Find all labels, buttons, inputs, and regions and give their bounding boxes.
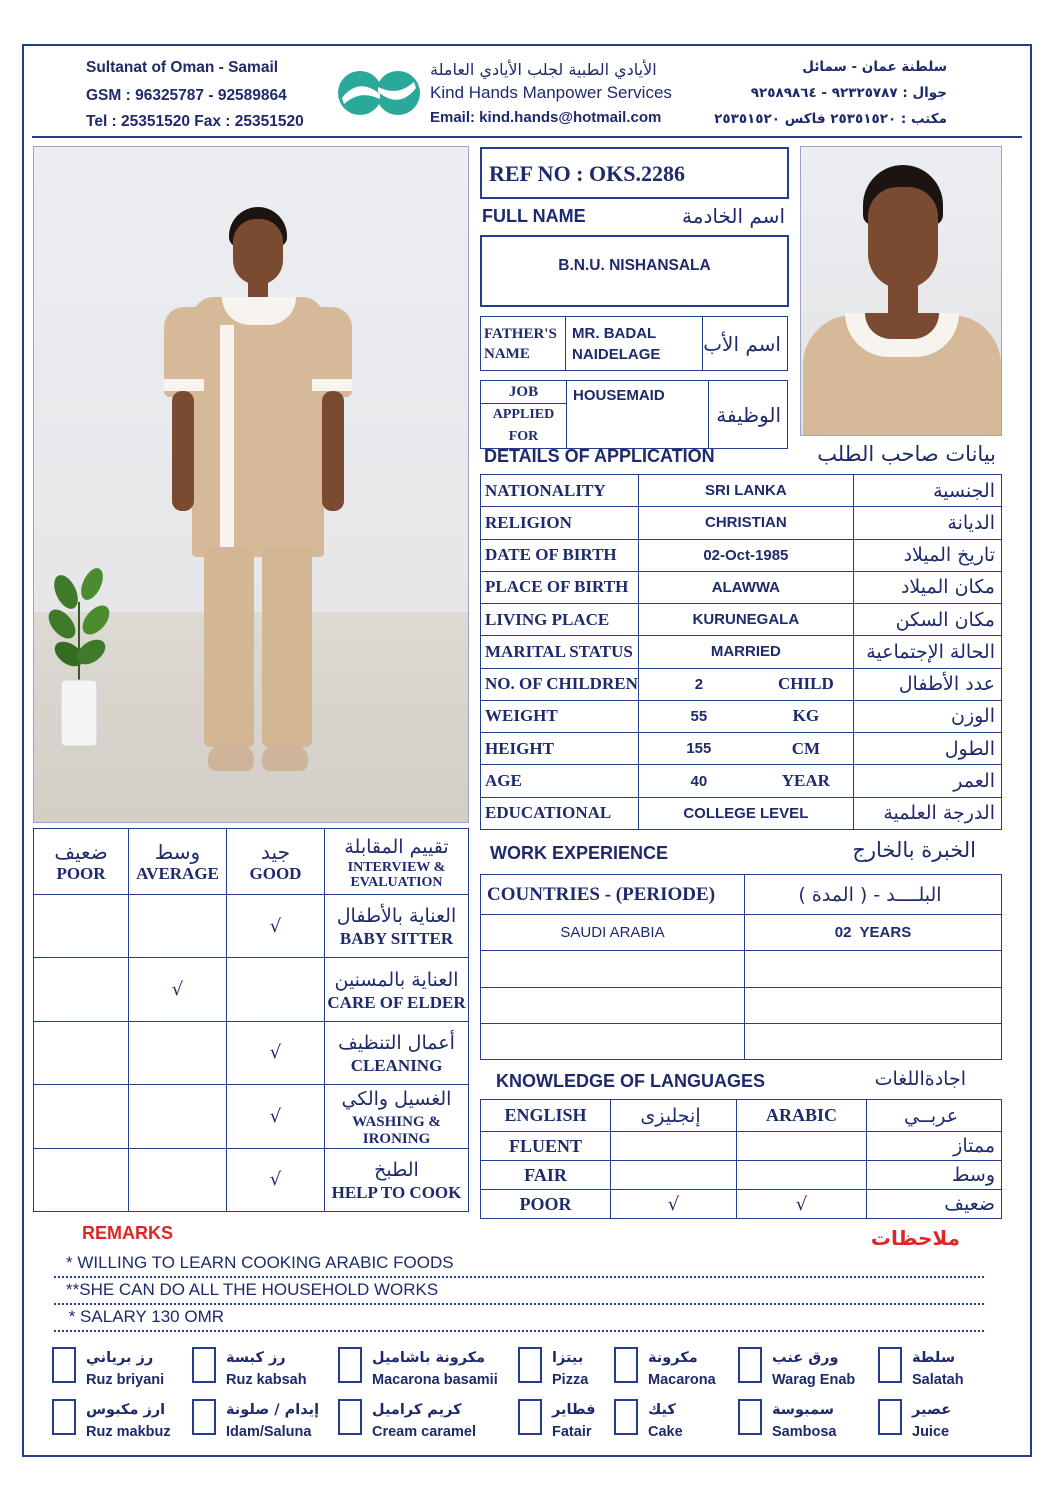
food-checkbox[interactable]	[192, 1399, 216, 1435]
details-label: LIVING PLACE	[481, 604, 639, 636]
food-name-ar: عصير	[912, 1402, 952, 1418]
details-label: MARITAL STATUS	[481, 636, 639, 668]
food-name-en: Idam/Saluna	[226, 1424, 312, 1440]
details-value-cell	[638, 668, 853, 700]
food-name-en: Fatair	[552, 1424, 592, 1440]
details-row	[481, 765, 1002, 797]
details-label-ar: تاريخ الميلاد	[853, 539, 1001, 571]
food-option[interactable]	[614, 1399, 683, 1443]
check-mark: √	[269, 1105, 282, 1127]
average-cell	[129, 895, 227, 958]
evaluation-header-en-2: EVALUATION	[350, 874, 443, 890]
check-mark: √	[795, 1193, 808, 1215]
details-label-ar: العمر	[853, 765, 1001, 797]
plant-image	[44, 562, 114, 752]
food-option[interactable]	[192, 1399, 319, 1443]
work-country	[481, 1023, 745, 1059]
good-header	[227, 829, 325, 895]
food-label	[372, 1399, 476, 1443]
language-row	[481, 1132, 1002, 1161]
average-cell	[129, 1085, 227, 1148]
language-row	[481, 1190, 1002, 1219]
header-contact-en	[86, 56, 304, 134]
evaluation-skill	[325, 958, 469, 1021]
details-value: CHRISTIAN	[638, 507, 853, 539]
details-table	[480, 474, 1002, 830]
food-name-ar: ورق عنب	[772, 1350, 839, 1366]
level-label: FAIR	[481, 1161, 611, 1190]
details-label-ar: الطول	[853, 733, 1001, 765]
details-title: DETAILS OF APPLICATION	[484, 446, 715, 466]
food-checkbox[interactable]	[52, 1347, 76, 1383]
skill-en-2: IRONING	[362, 1130, 431, 1147]
remark-text-3: * SALARY 130 OMR	[64, 1307, 225, 1326]
portrait-face	[868, 187, 938, 289]
skill-en: BABY SITTER	[339, 929, 454, 949]
food-checkbox[interactable]	[614, 1399, 638, 1435]
food-option[interactable]	[192, 1347, 307, 1391]
remarks-label-ar: ملاحظات	[870, 1226, 960, 1250]
details-label-ar: الدرجة العلمية	[853, 797, 1001, 829]
arabic-header: ARABIC	[737, 1100, 867, 1132]
food-name-en: Pizza	[552, 1372, 589, 1388]
skill-en: WASHING &	[352, 1113, 441, 1130]
work-row	[481, 987, 1002, 1023]
work-period	[745, 987, 1002, 1023]
remark-line	[54, 1279, 984, 1306]
good-cell	[227, 1148, 325, 1211]
skill-ar: أعمال التنظيف	[338, 1031, 455, 1054]
countries-header-ar: البلــــد - ( المدة )	[745, 875, 1002, 915]
level-label-ar: ضعيف	[867, 1190, 1002, 1219]
details-value-cell	[638, 700, 853, 732]
check-mark: √	[269, 1169, 282, 1191]
details-label: HEIGHT	[481, 733, 639, 765]
poor-header-en: POOR	[56, 863, 106, 883]
company-name-ar: الأيادي الطبية لجلب الأيادي العاملة	[430, 60, 657, 79]
poor-cell	[34, 1021, 129, 1084]
portrait-photo	[800, 146, 1002, 436]
tunic	[192, 297, 324, 557]
details-row	[481, 571, 1002, 603]
details-value: 02-Oct-1985	[638, 539, 853, 571]
level-label-ar: ممتاز	[867, 1132, 1002, 1161]
check-mark: √	[269, 1042, 282, 1064]
poor-cell	[34, 1085, 129, 1148]
ref-no: REF NO : OKS.2286	[489, 161, 685, 186]
average-cell	[129, 958, 227, 1021]
evaluation-row	[34, 958, 469, 1021]
food-option[interactable]	[738, 1399, 836, 1443]
right-arm	[322, 391, 344, 511]
average-header	[129, 829, 227, 895]
food-name-en: Ruz makbuz	[86, 1424, 171, 1440]
food-label	[86, 1399, 171, 1443]
work-experience-title: WORK EXPERIENCE	[490, 843, 669, 863]
food-label	[552, 1347, 588, 1391]
details-label-ar: الوزن	[853, 700, 1001, 732]
food-name-ar: مكرونة باشاميل	[372, 1350, 486, 1366]
company-email: Email: kind.hands@hotmail.com	[430, 109, 662, 126]
food-name-en: Cream caramel	[372, 1424, 476, 1440]
food-label	[648, 1399, 683, 1443]
arabic-level-cell	[737, 1132, 867, 1161]
food-label	[772, 1347, 855, 1391]
check-mark: √	[171, 979, 184, 1001]
job-label-ar: الوظيفة	[709, 381, 788, 449]
food-checkbox[interactable]	[614, 1347, 638, 1383]
right-shoe	[262, 745, 308, 771]
countries-header	[481, 875, 745, 915]
details-label: PLACE OF BIRTH	[481, 571, 639, 603]
food-options	[52, 1347, 1002, 1447]
food-option[interactable]	[338, 1399, 476, 1443]
details-row	[481, 507, 1002, 539]
father-label-ar: اسم الأب	[703, 317, 788, 371]
food-checkbox[interactable]	[518, 1347, 542, 1383]
food-checkbox[interactable]	[192, 1347, 216, 1383]
food-option[interactable]	[518, 1399, 596, 1443]
header-company	[430, 60, 720, 126]
job-label-cell	[481, 381, 567, 449]
check-mark: √	[269, 915, 282, 937]
full-body-photo	[33, 146, 469, 823]
food-checkbox[interactable]	[518, 1399, 542, 1435]
remark-text-1: * WILLING TO LEARN COOKING ARABIC FOODS	[66, 1253, 454, 1272]
left-arm	[172, 391, 194, 511]
good-cell	[227, 895, 325, 958]
level-label: FLUENT	[481, 1132, 611, 1161]
food-label	[772, 1399, 836, 1443]
average-cell	[129, 1148, 227, 1211]
food-name-ar: بيتزا	[552, 1350, 584, 1366]
details-unit: CM	[791, 738, 821, 758]
skill-en: HELP TO COOK	[331, 1182, 462, 1202]
poor-cell	[34, 1148, 129, 1211]
poor-cell	[34, 895, 129, 958]
average-cell	[129, 1021, 227, 1084]
food-name-ar: كيك	[648, 1402, 676, 1418]
details-row	[481, 797, 1002, 829]
food-name-ar: ارز مكبوس	[86, 1402, 166, 1418]
check-mark: √	[667, 1193, 680, 1215]
front-trim	[220, 325, 234, 557]
details-value: ALAWWA	[638, 571, 853, 603]
work-row	[481, 951, 1002, 987]
father-value-cell	[566, 317, 703, 371]
food-option[interactable]	[878, 1399, 951, 1443]
company-name-en: Kind Hands Manpower Services	[430, 83, 672, 102]
level-label-ar: وسط	[867, 1161, 1002, 1190]
details-label-ar: مكان الميلاد	[853, 571, 1001, 603]
details-label-ar: الديانة	[853, 507, 1001, 539]
work-period	[745, 1023, 1002, 1059]
details-value-cell	[638, 765, 853, 797]
details-value-wrap	[639, 701, 853, 732]
details-label-ar: عدد الأطفال	[853, 668, 1001, 700]
average-header-ar: وسط	[154, 839, 201, 864]
evaluation-header-en-1: INTERVIEW &	[347, 859, 446, 875]
skill-ar: الطبخ	[374, 1158, 419, 1181]
food-name-en: Macarona	[648, 1372, 716, 1388]
evaluation-row	[34, 1085, 469, 1148]
work-experience-table	[480, 874, 1002, 1060]
details-value: KURUNEGALA	[638, 604, 853, 636]
face	[233, 219, 283, 285]
remark-line	[54, 1306, 984, 1333]
food-name-ar: سلطة	[912, 1350, 956, 1366]
details-unit: CHILD	[777, 674, 834, 694]
father-label-1: FATHER'S	[484, 325, 557, 342]
evaluation-skill	[325, 895, 469, 958]
english-level-cell	[611, 1190, 737, 1219]
good-header-en: GOOD	[249, 863, 302, 883]
details-value-wrap	[639, 733, 853, 764]
full-name-box	[480, 235, 789, 307]
work-country: SAUDI ARABIA	[481, 915, 745, 951]
details-label: DATE OF BIRTH	[481, 539, 639, 571]
food-name-en: Sambosa	[772, 1424, 837, 1440]
arabic-level-cell	[737, 1190, 867, 1219]
evaluation-table	[33, 828, 469, 1212]
food-checkbox[interactable]	[878, 1347, 902, 1383]
ref-no-box	[480, 147, 789, 199]
food-label	[226, 1399, 319, 1443]
food-name-ar: فطاير	[552, 1402, 596, 1418]
job-value-cell	[567, 381, 709, 449]
countries-header-en: COUNTRIES - (PERIODE)	[487, 883, 716, 905]
food-name-en: Ruz kabsah	[226, 1372, 307, 1388]
details-label-ar: الجنسية	[853, 475, 1001, 507]
evaluation-header	[325, 829, 469, 895]
remark-rule	[54, 1276, 984, 1278]
details-row	[481, 636, 1002, 668]
evaluation-skill	[325, 1085, 469, 1148]
details-unit: KG	[792, 706, 820, 726]
details-value: SRI LANKA	[638, 475, 853, 507]
skill-ar: العناية بالأطفال	[336, 905, 457, 928]
good-cell	[227, 958, 325, 1021]
food-name-ar: سمبوسة	[772, 1402, 835, 1418]
evaluation-row	[34, 1148, 469, 1211]
food-name-ar: رز برياني	[86, 1350, 154, 1366]
skill-ar: العناية بالمسنين	[334, 968, 459, 991]
food-name-ar: مكرونة	[648, 1350, 698, 1366]
work-period: 02 YEARS	[745, 915, 1002, 951]
work-row	[481, 1023, 1002, 1059]
arabic-header-ar: عربــي	[867, 1100, 1002, 1132]
details-unit: YEAR	[781, 771, 830, 791]
left-trouser	[204, 547, 254, 747]
food-option[interactable]	[52, 1347, 164, 1391]
food-checkbox[interactable]	[338, 1347, 362, 1383]
details-label-ar: الحالة الإجتماعية	[853, 636, 1001, 668]
food-option[interactable]	[518, 1347, 588, 1391]
header-country-title: Sultanat of Oman - Samail	[86, 59, 279, 76]
header-gsm: GSM : 96325787 - 92589864	[86, 87, 287, 104]
details-label: NATIONALITY	[481, 475, 639, 507]
food-label	[86, 1347, 164, 1391]
evaluation-row	[34, 1021, 469, 1084]
remarks-lines	[54, 1252, 984, 1333]
details-value: 40	[690, 772, 708, 790]
food-name-en: Ruz briyani	[86, 1372, 165, 1388]
full-name-label: FULL NAME	[482, 206, 586, 226]
work-period	[745, 951, 1002, 987]
english-level-cell	[611, 1132, 737, 1161]
food-option[interactable]	[52, 1399, 171, 1443]
food-checkbox[interactable]	[52, 1399, 76, 1435]
father-name-table	[480, 316, 788, 371]
remarks-label: REMARKS	[82, 1223, 174, 1243]
languages-title: KNOWLEDGE OF LANGUAGES	[496, 1071, 765, 1091]
poor-header-ar: ضعيف	[54, 839, 108, 864]
food-name-en: Cake	[648, 1424, 683, 1440]
english-level-cell	[611, 1161, 737, 1190]
details-value: MARRIED	[638, 636, 853, 668]
evaluation-header-ar: تقييم المقابلة	[344, 835, 449, 858]
details-label: AGE	[481, 765, 639, 797]
job-label-1: JOB	[508, 384, 539, 400]
work-experience-title-ar: الخبرة بالخارج	[852, 838, 976, 862]
job-value: HOUSEMAID	[573, 387, 665, 404]
level-label: POOR	[481, 1190, 611, 1219]
header-country-title-ar: سلطنة عمان - سمائل	[802, 59, 947, 75]
details-value: 2	[694, 675, 704, 693]
food-name-ar: كريم كراميل	[372, 1402, 462, 1418]
hands-logo-icon	[336, 68, 422, 118]
header-contact-ar	[707, 54, 947, 132]
food-checkbox[interactable]	[738, 1347, 762, 1383]
english-header: ENGLISH	[481, 1100, 611, 1132]
food-label	[912, 1347, 964, 1391]
details-title-ar: بيانات صاحب الطلب	[817, 442, 996, 466]
food-label	[912, 1399, 951, 1443]
right-trouser	[262, 547, 312, 747]
details-label: NO. OF CHILDREN	[481, 668, 639, 700]
details-row	[481, 604, 1002, 636]
good-cell	[227, 1085, 325, 1148]
food-label	[372, 1347, 498, 1391]
food-checkbox[interactable]	[738, 1399, 762, 1435]
left-cuff	[164, 379, 204, 391]
details-label: WEIGHT	[481, 700, 639, 732]
details-row	[481, 733, 1002, 765]
details-value: COLLEGE LEVEL	[638, 797, 853, 829]
details-row	[481, 539, 1002, 571]
father-label-cell	[481, 317, 566, 371]
evaluation-row	[34, 895, 469, 958]
food-label	[648, 1347, 716, 1391]
evaluation-skill	[325, 1148, 469, 1211]
job-label-2: APPLIED FOR	[481, 403, 566, 448]
food-name-ar: رز كبسة	[226, 1350, 286, 1366]
remark-rule	[54, 1303, 984, 1305]
father-value-2: NAIDELAGE	[572, 345, 661, 363]
details-value: 55	[690, 707, 708, 725]
remark-text-2: **SHE CAN DO ALL THE HOUSEHOLD WORKS	[66, 1280, 439, 1299]
average-header-en: AVERAGE	[136, 863, 219, 883]
full-name-value: B.N.U. NISHANSALA	[558, 257, 711, 274]
food-name-ar: إيدام / صلونة	[226, 1402, 320, 1418]
work-country	[481, 951, 745, 987]
food-label	[226, 1347, 307, 1391]
food-label	[552, 1399, 596, 1443]
details-row	[481, 668, 1002, 700]
details-value: 155	[686, 740, 712, 758]
details-label: RELIGION	[481, 507, 639, 539]
skill-en: CLEANING	[350, 1055, 443, 1075]
father-label-2: NAME	[484, 345, 530, 362]
food-option[interactable]	[614, 1347, 716, 1391]
remark-rule	[54, 1330, 984, 1332]
skill-ar: الغسيل والكي	[341, 1087, 452, 1110]
details-row	[481, 700, 1002, 732]
work-country	[481, 987, 745, 1023]
food-name-en: Salatah	[912, 1372, 964, 1388]
header-divider	[32, 136, 1022, 138]
evaluation-skill	[325, 1021, 469, 1084]
details-label-ar: مكان السكن	[853, 604, 1001, 636]
job-table	[480, 380, 788, 449]
work-row	[481, 915, 1002, 951]
food-name-en: Macarona basamii	[372, 1372, 498, 1388]
food-name-en: Juice	[912, 1424, 950, 1440]
arabic-level-cell	[737, 1161, 867, 1190]
father-value-1: MR. BADAL	[572, 324, 657, 342]
header-tel: Tel : 25351520 Fax : 25351520	[86, 113, 304, 130]
food-name-en: Warag Enab	[772, 1372, 856, 1388]
details-value-wrap	[639, 669, 853, 700]
food-checkbox[interactable]	[878, 1399, 902, 1435]
details-value-cell	[638, 733, 853, 765]
details-label: EDUCATIONAL	[481, 797, 639, 829]
details-value-wrap	[639, 765, 853, 796]
food-option[interactable]	[878, 1347, 964, 1391]
remark-line	[54, 1252, 984, 1279]
languages-title-ar: اجادةاللغات	[874, 1068, 966, 1090]
food-option[interactable]	[338, 1347, 498, 1391]
food-checkbox[interactable]	[338, 1399, 362, 1435]
header-tel-ar: مكتب : ٢٥٣٥١٥٢٠ فاكس ٢٥٣٥١٥٢٠	[714, 111, 947, 127]
english-header-ar: إنجليزى	[611, 1100, 737, 1132]
left-shoe	[208, 745, 254, 771]
language-row	[481, 1161, 1002, 1190]
poor-header	[34, 829, 129, 895]
details-row	[481, 475, 1002, 507]
skill-en: CARE OF ELDER	[327, 992, 466, 1012]
poor-cell	[34, 958, 129, 1021]
header-gsm-ar: جوال : ٩٢٣٢٥٧٨٧ - ٩٢٥٨٩٨٦٤	[750, 85, 947, 101]
languages-table	[480, 1099, 1002, 1219]
good-cell	[227, 1021, 325, 1084]
right-cuff	[312, 379, 352, 391]
food-option[interactable]	[738, 1347, 855, 1391]
full-name-label-ar: اسم الخادمة	[682, 204, 785, 228]
good-header-ar: جيد	[261, 839, 290, 864]
